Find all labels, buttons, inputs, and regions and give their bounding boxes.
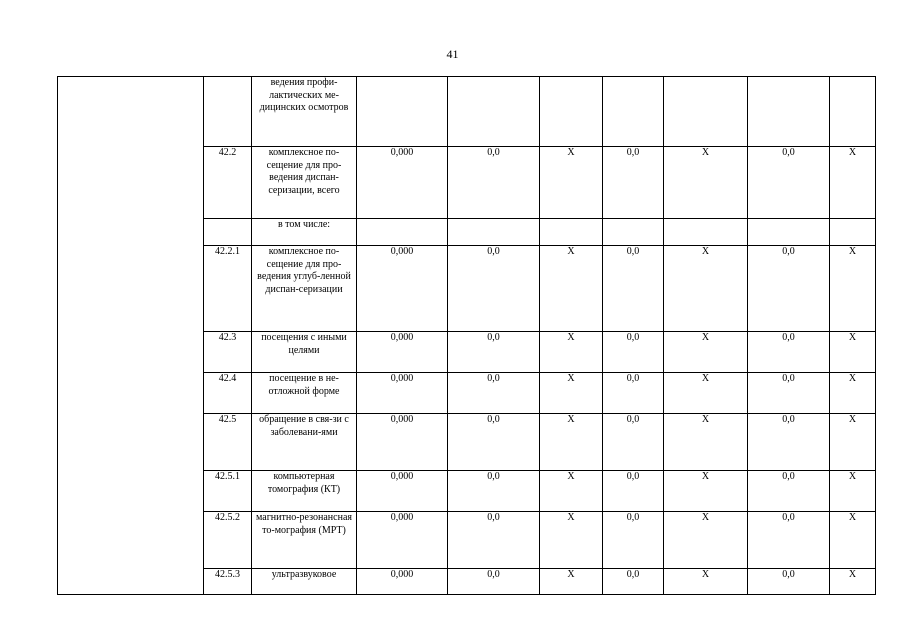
row-name-cell: посещения с иными целями bbox=[252, 332, 357, 373]
row-number-cell: 42.5.3 bbox=[204, 569, 252, 595]
value-col-5 bbox=[664, 219, 748, 246]
value-col-7: X bbox=[830, 512, 876, 569]
value-col-2: 0,0 bbox=[448, 332, 540, 373]
value-col-5: X bbox=[664, 373, 748, 414]
value-col-1: 0,000 bbox=[357, 414, 448, 471]
table-row bbox=[58, 77, 876, 147]
value-col-3: X bbox=[540, 512, 603, 569]
value-col-3 bbox=[540, 77, 603, 147]
value-col-7: X bbox=[830, 471, 876, 512]
value-col-2: 0,0 bbox=[448, 569, 540, 595]
value-col-4: 0,0 bbox=[603, 512, 664, 569]
value-col-1 bbox=[357, 219, 448, 246]
value-col-4 bbox=[603, 219, 664, 246]
value-col-2: 0,0 bbox=[448, 414, 540, 471]
value-col-7: X bbox=[830, 147, 876, 219]
row-number-cell: 42.5.1 bbox=[204, 471, 252, 512]
value-col-2: 0,0 bbox=[448, 373, 540, 414]
value-col-3: X bbox=[540, 471, 603, 512]
value-col-3: X bbox=[540, 414, 603, 471]
value-col-4: 0,0 bbox=[603, 471, 664, 512]
value-col-7 bbox=[830, 77, 876, 147]
value-col-3: X bbox=[540, 373, 603, 414]
row-number-cell: 42.3 bbox=[204, 332, 252, 373]
row-name-cell: комплексное по-сещение для про-ведения диспан-серизации, всего bbox=[252, 147, 357, 219]
value-col-5: X bbox=[664, 414, 748, 471]
row-name-cell: компьютерная томография (КТ) bbox=[252, 471, 357, 512]
row-name-cell: ведения профи-лактических ме-дицинских осмотров bbox=[252, 77, 357, 147]
value-col-1: 0,000 bbox=[357, 373, 448, 414]
value-col-2 bbox=[448, 219, 540, 246]
value-col-6: 0,0 bbox=[748, 246, 830, 332]
data-table bbox=[57, 76, 876, 595]
value-col-5 bbox=[664, 77, 748, 147]
row-name-cell: комплексное по-сещение для про-ведения углуб-ленной диспан-серизации bbox=[252, 246, 357, 332]
value-col-3: X bbox=[540, 332, 603, 373]
value-col-5: X bbox=[664, 569, 748, 595]
value-col-6: 0,0 bbox=[748, 414, 830, 471]
row-number-cell: 42.5 bbox=[204, 414, 252, 471]
value-col-3: X bbox=[540, 147, 603, 219]
value-col-5: X bbox=[664, 512, 748, 569]
value-col-6 bbox=[748, 219, 830, 246]
value-col-5: X bbox=[664, 246, 748, 332]
row-number-cell bbox=[204, 77, 252, 147]
value-col-2 bbox=[448, 77, 540, 147]
value-col-6: 0,0 bbox=[748, 373, 830, 414]
value-col-5: X bbox=[664, 332, 748, 373]
row-name-cell: в том числе: bbox=[252, 219, 357, 246]
value-col-1: 0,000 bbox=[357, 569, 448, 595]
row-name-cell: ультразвуковое bbox=[252, 569, 357, 595]
value-col-5: X bbox=[664, 471, 748, 512]
row-name-cell: посещение в не-отложной форме bbox=[252, 373, 357, 414]
value-col-1: 0,000 bbox=[357, 512, 448, 569]
value-col-1: 0,000 bbox=[357, 332, 448, 373]
value-col-2: 0,0 bbox=[448, 246, 540, 332]
row-number-cell: 42.2.1 bbox=[204, 246, 252, 332]
value-col-6 bbox=[748, 77, 830, 147]
row-number-cell: 42.2 bbox=[204, 147, 252, 219]
value-col-1: 0,000 bbox=[357, 471, 448, 512]
value-col-3 bbox=[540, 219, 603, 246]
value-col-3: X bbox=[540, 246, 603, 332]
value-col-6: 0,0 bbox=[748, 332, 830, 373]
value-col-4: 0,0 bbox=[603, 147, 664, 219]
value-col-5: X bbox=[664, 147, 748, 219]
value-col-7: X bbox=[830, 414, 876, 471]
row-number-cell: 42.4 bbox=[204, 373, 252, 414]
value-col-4 bbox=[603, 77, 664, 147]
page-number: 41 bbox=[446, 47, 459, 61]
row-number-cell: 42.5.2 bbox=[204, 512, 252, 569]
value-col-4: 0,0 bbox=[603, 414, 664, 471]
value-col-7: X bbox=[830, 569, 876, 595]
row-number-cell bbox=[204, 219, 252, 246]
value-col-1: 0,000 bbox=[357, 246, 448, 332]
value-col-4: 0,0 bbox=[603, 569, 664, 595]
value-col-7: X bbox=[830, 332, 876, 373]
value-col-4: 0,0 bbox=[603, 246, 664, 332]
value-col-2: 0,0 bbox=[448, 147, 540, 219]
value-col-6: 0,0 bbox=[748, 569, 830, 595]
value-col-7: X bbox=[830, 373, 876, 414]
value-col-2: 0,0 bbox=[448, 512, 540, 569]
value-col-6: 0,0 bbox=[748, 147, 830, 219]
value-col-4: 0,0 bbox=[603, 373, 664, 414]
merged-side-cell bbox=[58, 77, 204, 595]
value-col-6: 0,0 bbox=[748, 512, 830, 569]
value-col-7 bbox=[830, 219, 876, 246]
row-name-cell: магнитно-резонансная то-мография (МРТ) bbox=[252, 512, 357, 569]
value-col-4: 0,0 bbox=[603, 332, 664, 373]
value-col-1: 0,000 bbox=[357, 147, 448, 219]
value-col-1 bbox=[357, 77, 448, 147]
value-col-7: X bbox=[830, 246, 876, 332]
table-body bbox=[58, 77, 876, 595]
row-name-cell: обращение в свя-зи с заболевани-ями bbox=[252, 414, 357, 471]
value-col-3: X bbox=[540, 569, 603, 595]
value-col-6: 0,0 bbox=[748, 471, 830, 512]
value-col-2: 0,0 bbox=[448, 471, 540, 512]
